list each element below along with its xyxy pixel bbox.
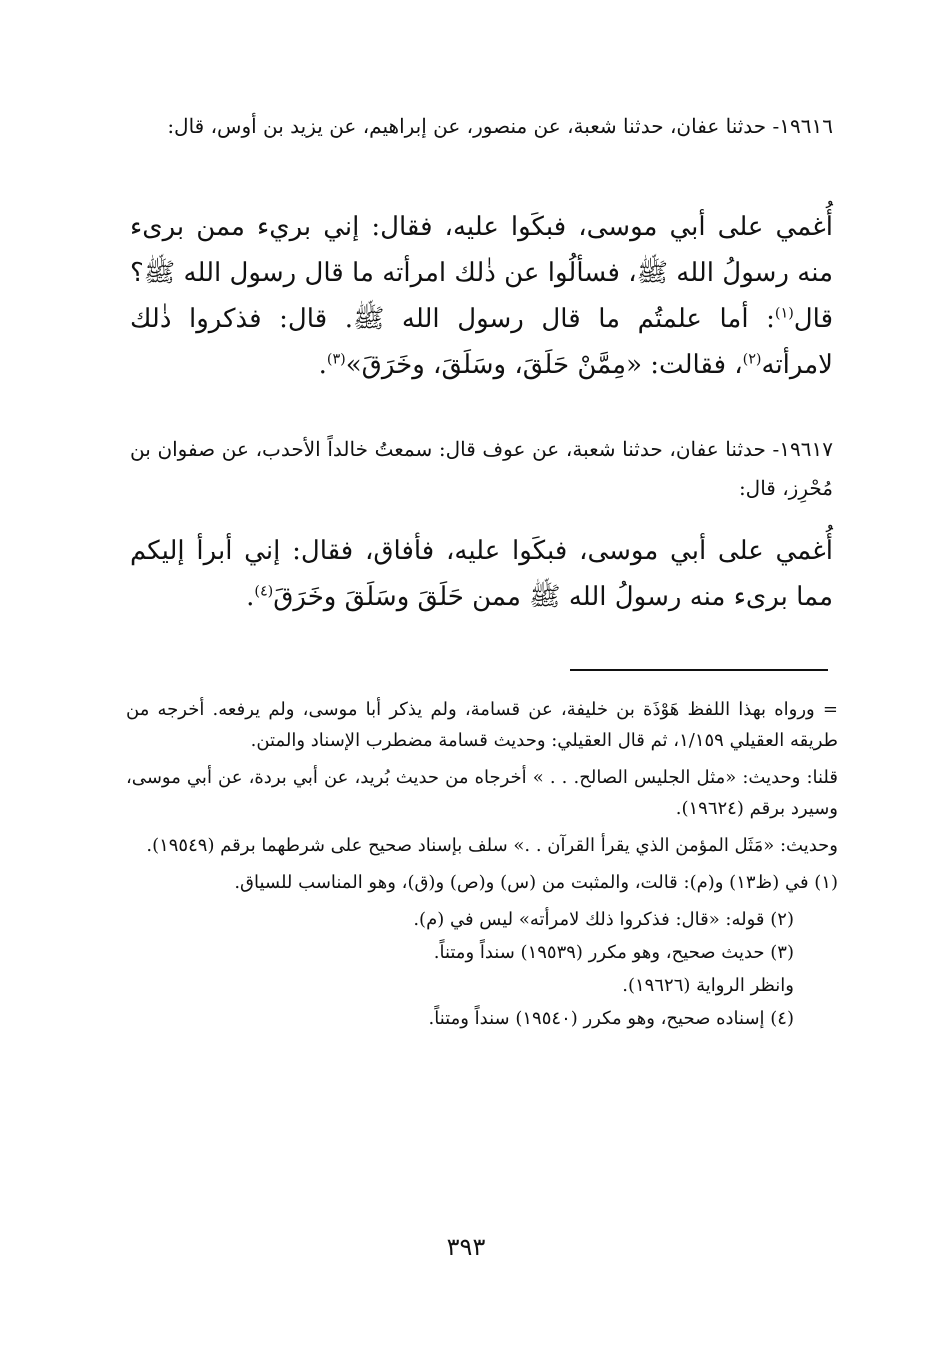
page-number: ٣٩٣ — [446, 1233, 486, 1261]
matn-text: . — [318, 350, 327, 380]
footnote-ref-1[interactable]: (١) — [774, 305, 794, 322]
hadith-19616-isnad: ١٩٦١٦- حدثنا عفان، حدثنا شعبة، عن منصور، عن إبراهيم، عن يزيد بن أوس، قال: — [167, 114, 833, 138]
matn-text: . — [246, 582, 255, 612]
footnote-3-see-also: وانظر الرواية (١٩٦٢٦). — [622, 975, 794, 996]
footnote-2: (٢) قوله: «قال: فذكروا ذلك لامرأته» ليس في (م). — [413, 909, 794, 930]
footnote-3: (٣) حديث صحيح، وهو مكرر (١٩٥٣٩) سنداً ومتناً. — [433, 942, 794, 963]
hadith-19617-matn — [130, 528, 833, 620]
matn-text: ، فقالت: «مِمَّنْ حَلَقَ، وسَلَقَ، وخَرَقَ» — [345, 350, 743, 380]
footnote-continuation: قلنا: وحديث: «مثل الجليس الصالح. . . » أخرجاه من حديث بُريد، عن أبي بردة، عن أبي موسى، وسيرد برقم (١٩٦٢٤). — [126, 767, 838, 819]
matn-text: أُغمي على أبي موسى، فبكَوا عليه، فأفاق، فقال: إني أبرأ إليكم مما برىء منه رسولُ الله ﷺ ممن حَلَقَ وسَلَقَ وخَرَقَ — [130, 536, 833, 612]
hadith-19616-matn — [130, 204, 833, 388]
footnote-1: (١) في (ظ١٣) و(م): قالت، والمثبت من (س) و(ص) و(ق)، وهو المناسب للسياق. — [234, 872, 838, 893]
footnote-ref-4[interactable]: (٤) — [254, 583, 274, 600]
matn-text: : أما علمتُم ما قال رسول الله ﷺ. قال: فذكروا ذٰلك لامرأته — [130, 304, 833, 380]
footnote-separator — [570, 669, 828, 671]
footnote-4: (٤) إسناده صحيح، وهو مكرر (١٩٥٤٠) سنداً ومتناً. — [428, 1008, 794, 1029]
footnote-continuation: = ورواه بهذا اللفظ هَوْذَة بن خليفة، عن قسامة، ولم يذكر أبا موسى، ولم يرفعه. أخرجه من طريقه العقيلي ١/١٥٩، ثم قال العقيلي: وحديث قسامة مضطرب الإسناد والمتن. — [126, 699, 838, 751]
footnotes — [126, 694, 838, 1036]
matn-text: أُغمي على أبي موسى، فبكَوا عليه، فقال: إني بريء ممن برىء منه رسولُ الله ﷺ، فسألُوا عن ذٰلك امرأته ما قال رسول الله ﷺ؟ قال — [130, 212, 834, 334]
footnote-ref-2[interactable]: (٢) — [742, 351, 762, 368]
hadith-19617-isnad: ١٩٦١٧- حدثنا عفان، حدثنا شعبة، عن عوف قال: سمعتُ خالداً الأحدب، عن صفوان بن مُحْرِز، قال: — [130, 437, 833, 500]
footnote-continuation: وحديث: «مَثَل المؤمن الذي يقرأ القرآن . .» سلف بإسناد صحيح على شرطهما برقم (١٩٥٤٩). — [146, 835, 838, 856]
footnote-ref-3[interactable]: (٣) — [326, 351, 346, 368]
